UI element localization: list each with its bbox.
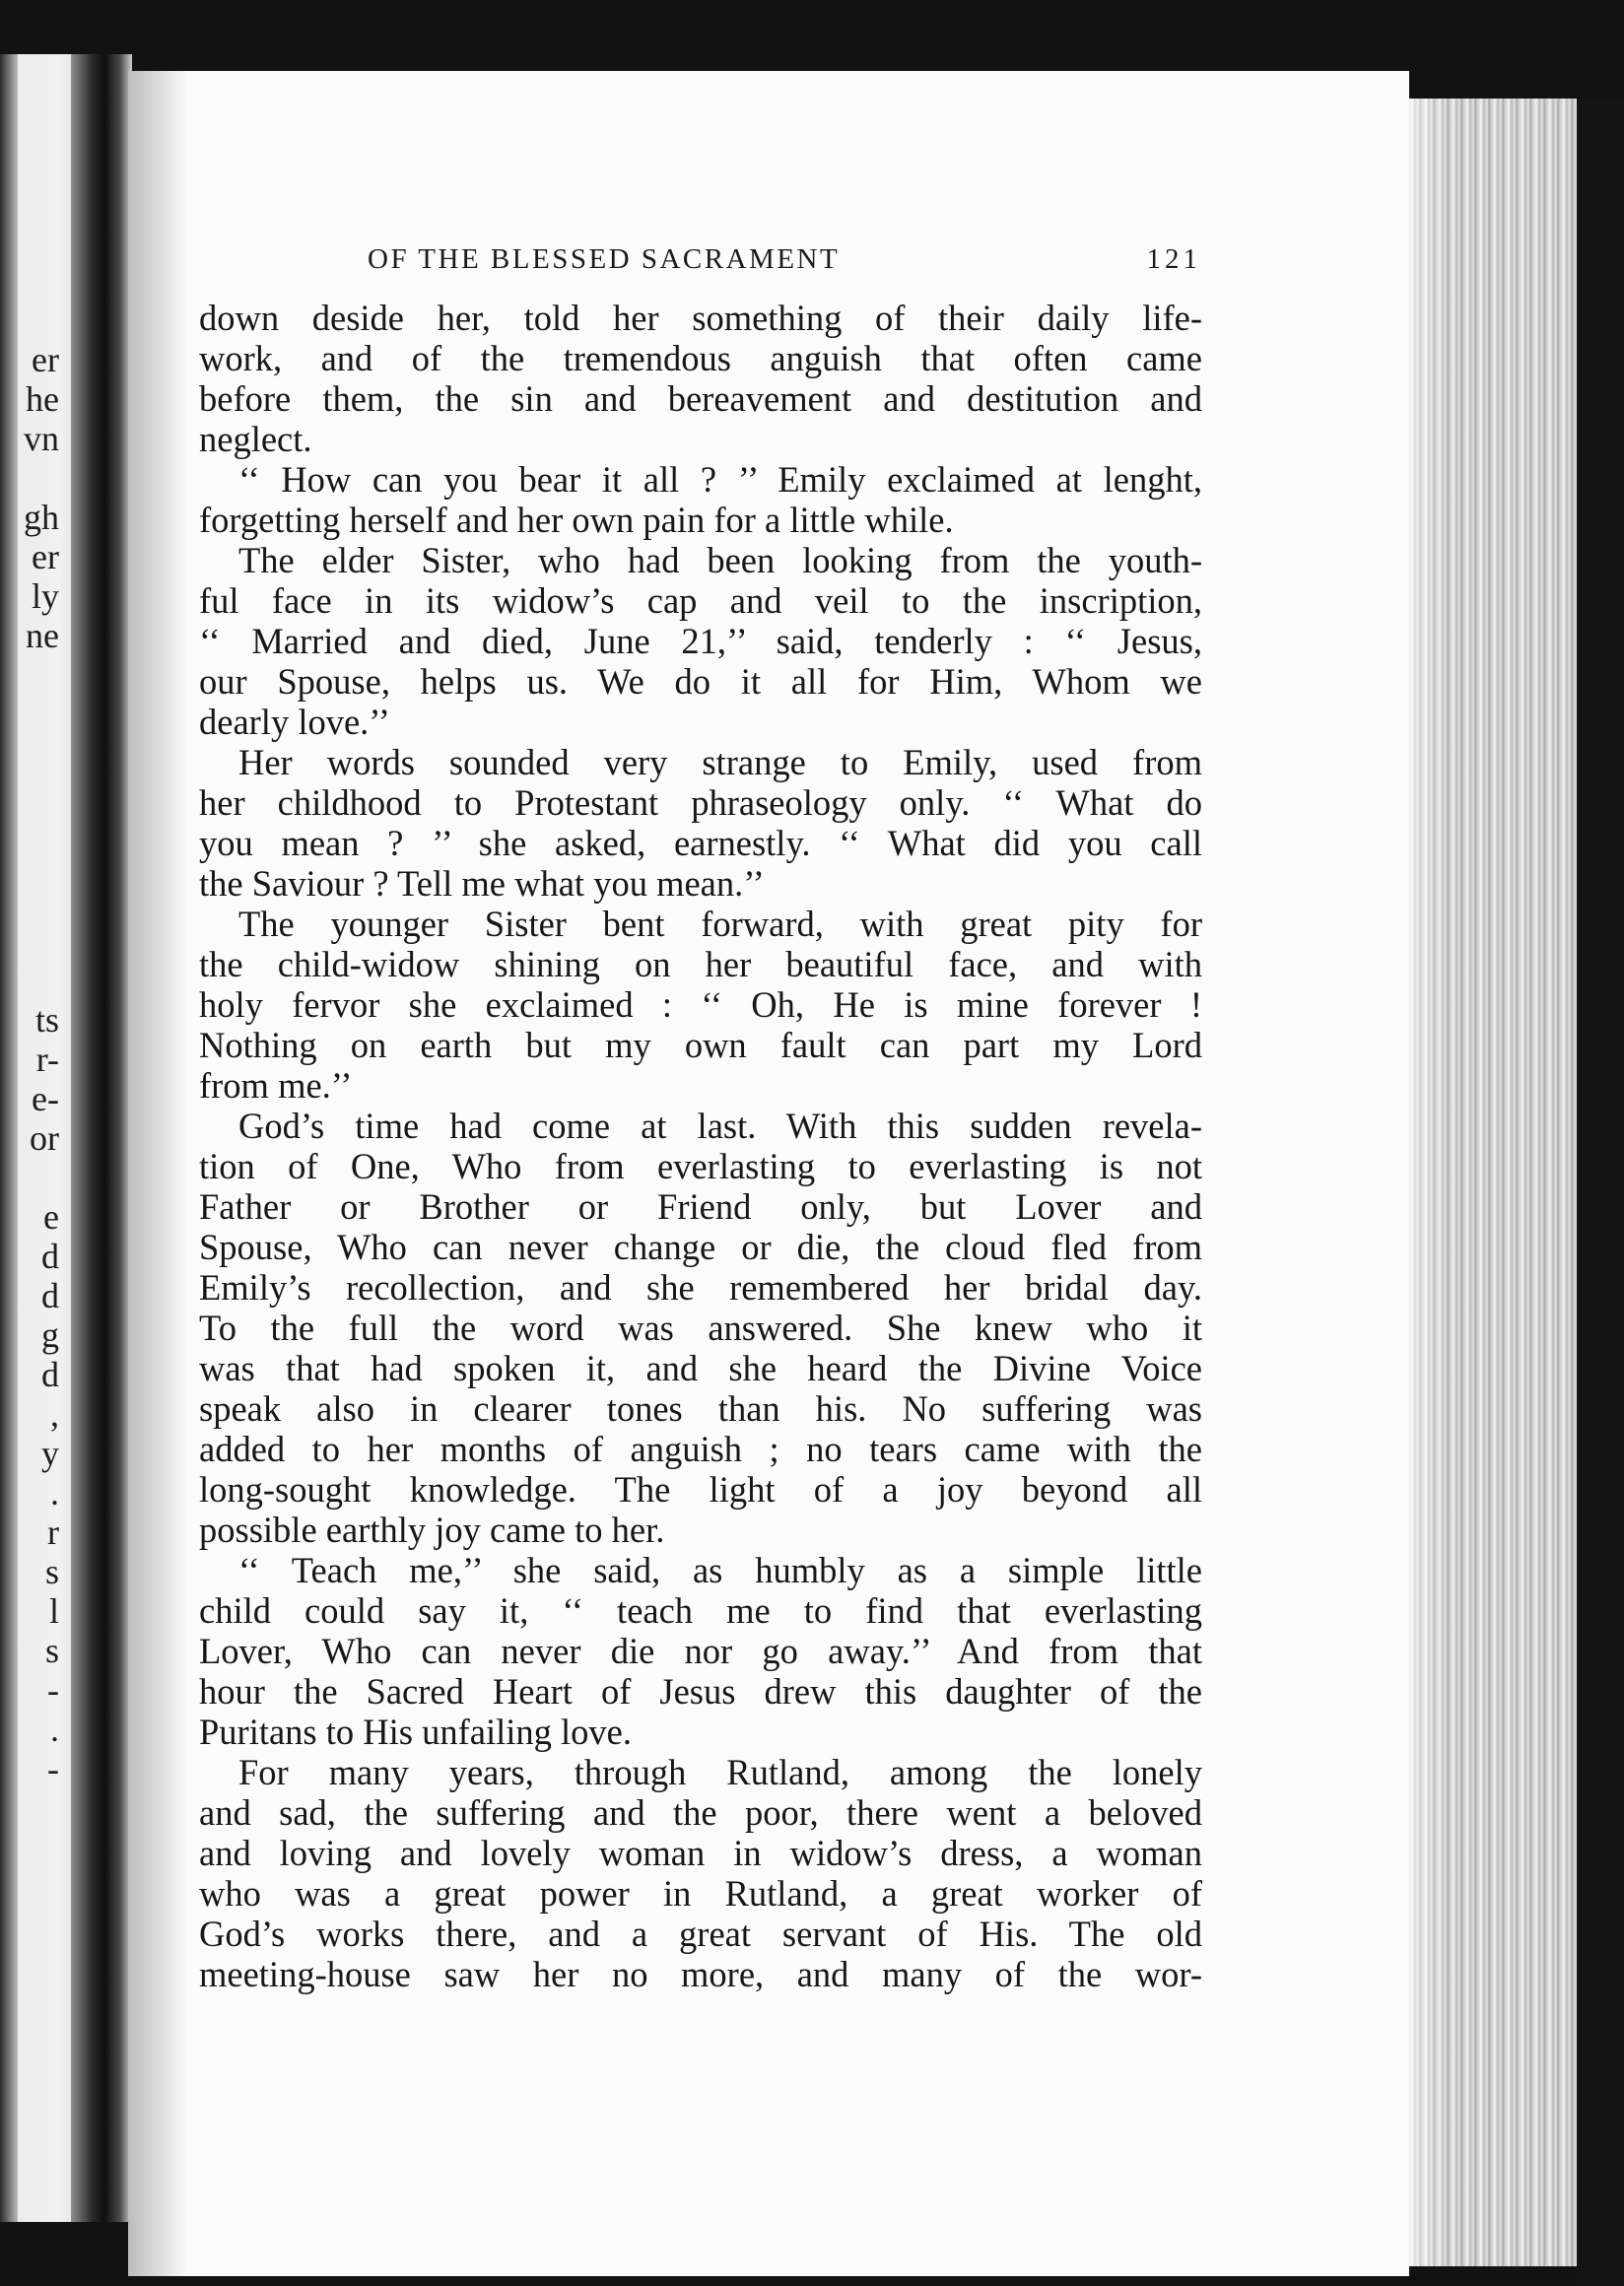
text-line: her childhood to Protestant phraseology only. ‘‘ What do (199, 782, 1202, 823)
text-line: ful face in its widow’s cap and veil to the inscription, (199, 580, 1202, 621)
text-line: For many years, through Rutland, among the lonely (238, 1752, 1202, 1792)
previous-page-fragment: he (26, 379, 59, 419)
text-line: speak also in clearer tones than his. No suffering was (199, 1388, 1202, 1429)
previous-page-fragment: l (48, 1591, 59, 1631)
text-line: Spouse, Who can never change or die, the cloud fled from (199, 1227, 1202, 1267)
text-line: possible earthly joy came to her. (199, 1510, 665, 1550)
previous-page-fragment: g (41, 1315, 59, 1355)
text-line: long-sought knowledge. The light of a joy beyond all (199, 1469, 1202, 1510)
previous-page-fragment: d (41, 1355, 59, 1394)
text-line: holy fervor she exclaimed : ‘‘ Oh, He is mine forever ! (199, 984, 1202, 1025)
text-line: ‘‘ Married and died, June 21,’’ said, tenderly : ‘‘ Jesus, (199, 621, 1202, 661)
text-line: was that had spoken it, and she heard the Divine Voice (199, 1348, 1202, 1388)
page-edges-highlight (1409, 99, 1449, 2266)
previous-page-fragment: er (32, 537, 59, 576)
text-line: hour the Sacred Heart of Jesus drew this daughter of the (199, 1671, 1202, 1712)
previous-page-text-fragments (0, 54, 59, 2222)
text-line: To the full the word was answered. She knew who it (199, 1308, 1202, 1348)
previous-page-fragment: gh (24, 498, 59, 537)
previous-page-fragment: . (50, 1473, 59, 1513)
previous-page-fragment: e- (32, 1079, 59, 1118)
text-line: from me.’’ (199, 1065, 353, 1106)
previous-page-fragment: , (50, 1394, 59, 1434)
previous-page-fragment: ne (26, 616, 59, 655)
text-line: down deside her, told her something of their daily life- (199, 298, 1202, 338)
previous-page-fragment: ly (31, 576, 59, 616)
text-line: The younger Sister bent forward, with great pity for (238, 904, 1202, 944)
text-line: Lover, Who can never die nor go away.’’ And from that (199, 1631, 1202, 1671)
text-line: before them, the sin and bereavement and destitution and (199, 378, 1202, 419)
text-line: you mean ? ’’ she asked, earnestly. ‘‘ What did you call (199, 823, 1202, 863)
text-line: dearly love.’’ (199, 702, 390, 742)
previous-page-fragment: y (41, 1434, 59, 1473)
previous-page-fragment: d (41, 1237, 59, 1276)
text-line: added to her months of anguish ; no tears came with the (199, 1429, 1202, 1469)
gutter-shadow (128, 71, 187, 2276)
previous-page-fragment: - (47, 1670, 59, 1710)
text-line: The elder Sister, who had been looking from the youth- (238, 540, 1202, 580)
text-line: and loving and lovely woman in widow’s dress, a woman (199, 1833, 1202, 1873)
text-line: who was a great power in Rutland, a great worker of (199, 1873, 1202, 1914)
text-line: Her words sounded very strange to Emily, used from (238, 742, 1202, 782)
text-line: work, and of the tremendous anguish that often came (199, 338, 1202, 378)
text-line: meeting-house saw her no more, and many of the wor- (199, 1954, 1202, 1994)
previous-page-fragment: . (50, 1710, 59, 1749)
text-line: ‘‘ How can you bear it all ? ’’ Emily exclaimed at lenght, (238, 459, 1202, 500)
text-line: Emily’s recollection, and she remembered her bridal day. (199, 1267, 1202, 1308)
previous-page-fragment: d (41, 1276, 59, 1315)
previous-page-fragment: er (32, 340, 59, 379)
text-line: God’s works there, and a great servant of His. The old (199, 1914, 1202, 1954)
text-line: God’s time had come at last. With this sudden revela- (238, 1106, 1202, 1146)
text-line: the child-widow shining on her beautiful face, and with (199, 944, 1202, 984)
body-text (199, 298, 1202, 1994)
book-gutter (71, 54, 132, 2222)
background-edge (1577, 99, 1624, 2286)
previous-page-fragment: s (44, 1631, 59, 1670)
page-number: 121 (1146, 243, 1201, 275)
page-header (368, 243, 1205, 283)
text-line: Father or Brother or Friend only, but Lover and (199, 1186, 1202, 1227)
previous-page-fragment: vn (24, 419, 59, 458)
previous-page-fragment: or (30, 1118, 59, 1158)
text-line: our Spouse, helps us. We do it all for Him, Whom we (199, 661, 1202, 702)
text-line: ‘‘ Teach me,’’ she said, as humbly as a simple little (238, 1550, 1202, 1590)
text-line: neglect. (199, 419, 312, 459)
previous-page-fragment: - (47, 1749, 59, 1788)
previous-page-fragment: s (44, 1552, 59, 1591)
text-line: Nothing on earth but my own fault can part my Lord (199, 1025, 1202, 1065)
previous-page-fragment: r (47, 1513, 59, 1552)
text-line: forgetting herself and her own pain for a little while. (199, 500, 954, 540)
previous-page-fragment: e (43, 1197, 59, 1237)
text-line: and sad, the suffering and the poor, there went a beloved (199, 1792, 1202, 1833)
text-line: the Saviour ? Tell me what you mean.’’ (199, 863, 765, 904)
text-line: tion of One, Who from everlasting to everlasting is not (199, 1146, 1202, 1186)
text-line: Puritans to His unfailing love. (199, 1712, 632, 1752)
text-line: child could say it, ‘‘ teach me to find that everlasting (199, 1590, 1202, 1631)
running-head: OF THE BLESSED SACRAMENT (368, 243, 841, 275)
previous-page-fragment: r- (35, 1040, 59, 1079)
previous-page-fragment: ts (34, 1000, 59, 1040)
